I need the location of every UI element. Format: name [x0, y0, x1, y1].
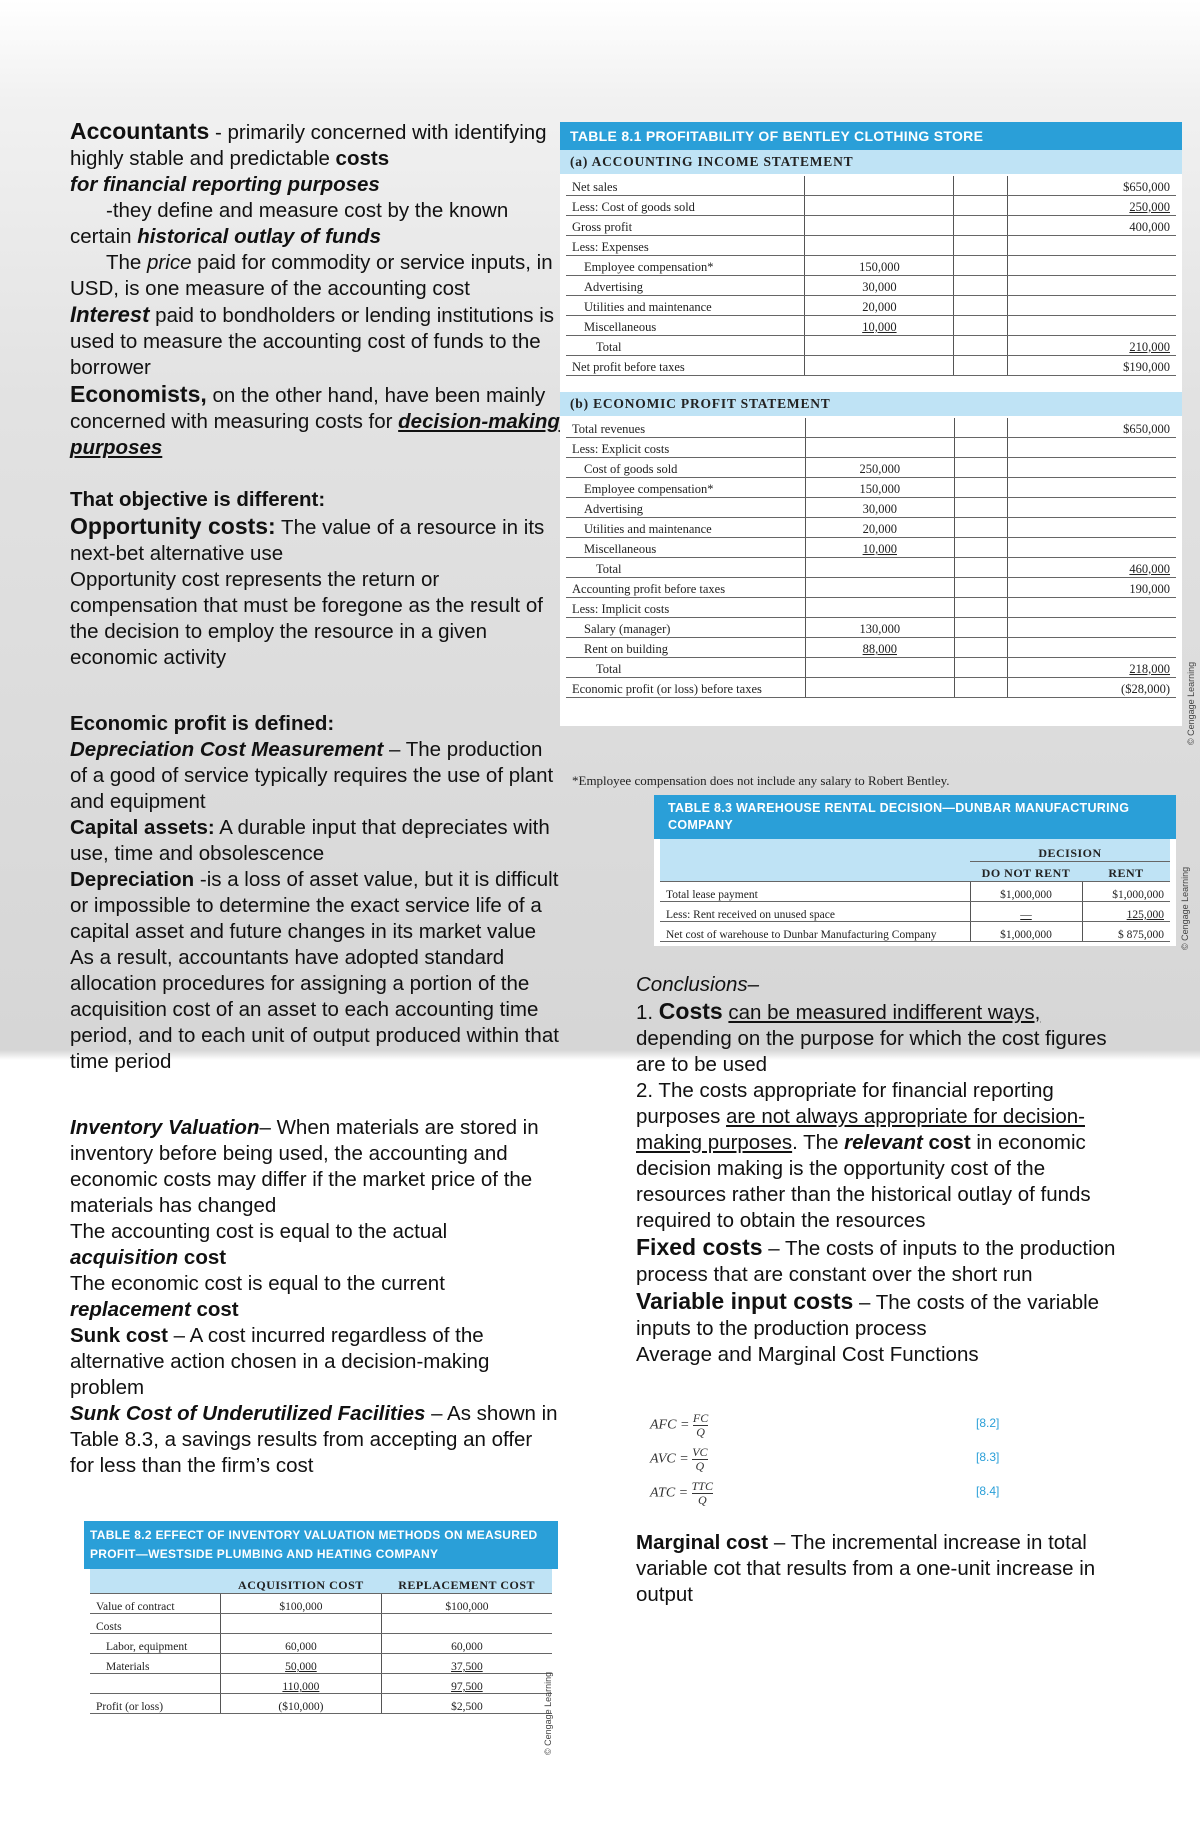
row-mid-value-text: 88,000 — [862, 642, 897, 656]
row-mid-value-text: 20,000 — [862, 300, 897, 314]
rent-value — [1082, 922, 1170, 942]
acquisition-value — [221, 1614, 382, 1634]
economic-profit-statement-heading: (b) ECONOMIC PROFIT STATEMENT — [560, 392, 1182, 416]
row-mid-value — [805, 418, 954, 438]
spacer-cell — [954, 558, 1007, 578]
marginal-cost-paragraph: Marginal cost – The incremental increase in total variable cot that results from a one-unit increase in output — [636, 1531, 1096, 1606]
table-8-2 — [84, 1521, 558, 1722]
spacer-cell — [954, 658, 1007, 678]
row-label — [566, 356, 805, 376]
row-label — [566, 296, 805, 316]
row-label — [566, 418, 805, 438]
acquisition-value-text: ($10,000) — [278, 1701, 324, 1713]
right-column — [636, 972, 1136, 1368]
formula-numerator: FC — [692, 1411, 709, 1425]
table-row — [566, 578, 1176, 598]
table-row — [566, 678, 1176, 698]
table-8-1-title: TABLE 8.1 PROFITABILITY OF BENTLEY CLOTHING STORE — [560, 122, 1182, 150]
spacer-cell — [954, 176, 1008, 196]
opportunity-paragraph: Opportunity costs: The value of a resource in its next-bet alternative use — [70, 513, 545, 565]
table-8-3-credit: © Cengage Learning — [1180, 866, 1190, 950]
row-mid-value-text: 10,000 — [862, 320, 897, 334]
table-row — [566, 498, 1176, 518]
row-label — [566, 176, 805, 196]
row-label-text: Less: Cost of goods sold — [572, 200, 695, 214]
table-row — [566, 518, 1176, 538]
depreciation-measurement-paragraph: Depreciation Cost Measurement – The production of a good of service typically requires the use of plant and equipment — [70, 738, 554, 813]
row-right-value-text: 218,000 — [1129, 662, 1170, 676]
do-not-rent-value — [970, 882, 1082, 902]
replacement-value-text: 60,000 — [451, 1641, 483, 1653]
row-label-text: Labor, equipment — [106, 1641, 188, 1653]
row-right-value-text: 210,000 — [1129, 340, 1170, 354]
acquisition-value-text: 110,000 — [282, 1681, 320, 1693]
row-right-value — [1008, 518, 1177, 538]
row-mid-value — [805, 196, 954, 216]
formula-atc: ATC = $\frac{\text{TTC}}{Q}$ — [650, 1479, 713, 1507]
row-mid-value — [805, 538, 954, 558]
row-label-text: Gross profit — [572, 220, 633, 234]
formula-lhs: ATC — [650, 1485, 676, 1501]
table-row — [90, 1694, 552, 1714]
spacer-cell — [954, 498, 1007, 518]
row-label-text: Net sales — [572, 180, 618, 194]
sunk-cost-facilities-paragraph: Sunk Cost of Underutilized Facilities – As shown in Table 8.3, a savings results from accepting an offer for less than the firm’s cost — [70, 1402, 558, 1477]
row-mid-value — [805, 618, 954, 638]
row-label — [566, 316, 805, 336]
capital-assets-paragraph: Capital assets: A durable input that depreciates with use, time and obsolescence — [70, 816, 550, 865]
inventory-valuation-paragraph: Inventory Valuation– When materials are stored in inventory before being used, the accounting and economic costs may differ if the market price of the materials has changed — [70, 1116, 539, 1217]
sunk-cost-paragraph: Sunk cost – A cost incurred regardless of the alternative action chosen in a decision-making problem — [70, 1324, 490, 1399]
row-label-text: Less: Rent received on unused space — [666, 909, 835, 921]
row-right-value — [1007, 276, 1176, 296]
row-right-value — [1008, 678, 1177, 698]
table-row — [566, 458, 1176, 478]
row-right-value — [1008, 418, 1177, 438]
table-row — [566, 478, 1176, 498]
replacement-cost-header: REPLACEMENT COST — [381, 1569, 552, 1594]
formula-fraction — [692, 1480, 713, 1507]
row-mid-value-text: 150,000 — [859, 260, 900, 274]
row-mid-value — [805, 296, 954, 316]
table-row — [90, 1594, 552, 1614]
table-row — [566, 256, 1176, 276]
spacer-cell — [954, 598, 1007, 618]
replacement-value-text: $100,000 — [445, 1601, 489, 1613]
spacer-cell — [954, 438, 1007, 458]
formula-afc: AFC = $\frac{FC}{Q}$ — [650, 1411, 709, 1439]
row-label-text: Total — [596, 562, 622, 576]
row-label-text: Less: Implicit costs — [572, 602, 670, 616]
spacer-cell — [954, 296, 1008, 316]
row-label — [566, 558, 805, 578]
spacer-cell — [954, 196, 1008, 216]
row-label — [566, 276, 805, 296]
formula-numerator: VC — [692, 1445, 708, 1459]
row-label-text: Total lease payment — [666, 889, 758, 901]
row-label-text: Total revenues — [572, 422, 646, 436]
do-not-rent-value-text: $1,000,000 — [1000, 889, 1052, 901]
row-label-text: Profit (or loss) — [96, 1701, 164, 1713]
accounting-cost-paragraph: The accounting cost is equal to the actual acquisition cost — [70, 1220, 448, 1269]
formula-avc: AVC = $\frac{VC}{Q}$ — [650, 1445, 708, 1473]
row-label-text: Salary (manager) — [584, 622, 671, 636]
row-mid-value — [805, 598, 954, 618]
row-mid-value — [805, 216, 954, 236]
table-row — [566, 336, 1176, 356]
spacer-cell — [954, 256, 1008, 276]
table-8-3-title: TABLE 8.3 WAREHOUSE RENTAL DECISION—DUNBAR MANUFACTURING COMPANY — [654, 795, 1176, 839]
do-not-rent-value — [970, 902, 1082, 922]
table-row — [566, 196, 1176, 216]
table-8-1-credit: © Cengage Learning — [1186, 661, 1196, 745]
row-label — [566, 458, 805, 478]
economic-cost-paragraph: The economic cost is equal to the current replacement cost — [70, 1272, 445, 1321]
table-row — [90, 1634, 552, 1654]
table-row — [90, 1654, 552, 1674]
spacer-cell — [954, 216, 1008, 236]
table-row — [566, 658, 1176, 678]
spacer-cell — [954, 518, 1007, 538]
row-label-text: Net profit before taxes — [572, 360, 685, 374]
formula-fraction — [693, 1412, 708, 1439]
table-row — [566, 538, 1176, 558]
rent-value — [1082, 882, 1170, 902]
variable-costs-paragraph: Variable input costs – The costs of the variable inputs to the production process — [636, 1288, 1100, 1340]
row-mid-value — [805, 236, 954, 256]
row-right-value-text: $650,000 — [1123, 422, 1170, 436]
row-label-text: Materials — [106, 1661, 150, 1673]
spacer-cell — [954, 578, 1007, 598]
formula-ref: [8.3] — [976, 1450, 1000, 1464]
table-8-1 — [560, 122, 1182, 726]
row-label — [566, 216, 805, 236]
formula-denominator: Q — [695, 1459, 705, 1473]
table-row — [566, 296, 1176, 316]
row-mid-value — [805, 478, 954, 498]
economic-profit-heading: Economic profit is defined: — [70, 712, 335, 735]
table-row — [566, 216, 1176, 236]
row-label-text: Employee compensation* — [584, 260, 714, 274]
table-8-2-credit: © Cengage Learning — [543, 1671, 553, 1755]
spacer-cell — [954, 316, 1008, 336]
accounting-income-statement-heading: (a) ACCOUNTING INCOME STATEMENT — [560, 150, 1182, 174]
formula-fraction — [692, 1446, 707, 1473]
replacement-value-text: 37,500 — [451, 1661, 483, 1673]
row-right-value — [1007, 196, 1176, 216]
row-mid-value — [805, 458, 954, 478]
formula-ref: [8.2] — [976, 1416, 1000, 1430]
formula-denominator: Q — [697, 1493, 707, 1507]
row-label — [90, 1634, 221, 1654]
acquisition-value-text: 50,000 — [285, 1661, 317, 1673]
warehouse-rental-table — [660, 839, 1170, 942]
replacement-value — [381, 1654, 552, 1674]
row-mid-value-text: 130,000 — [859, 622, 901, 636]
row-label-text: Less: Expenses — [572, 240, 649, 254]
price-paragraph: The price paid for commodity or service inputs, in USD, is one measure of the accounting cost — [70, 251, 553, 300]
spacer-cell — [954, 538, 1007, 558]
replacement-value — [381, 1634, 552, 1654]
row-label — [566, 538, 805, 558]
row-mid-value — [805, 558, 954, 578]
row-label — [566, 658, 805, 678]
table-row — [566, 638, 1176, 658]
table-row — [90, 1614, 552, 1634]
table-row — [90, 1674, 552, 1694]
row-right-value — [1008, 598, 1177, 618]
row-label — [660, 922, 970, 942]
spacer-cell — [954, 418, 1007, 438]
row-label-text: Total — [596, 662, 622, 676]
replacement-value-text: $2,500 — [451, 1701, 483, 1713]
row-right-value — [1008, 538, 1177, 558]
row-right-value — [1007, 236, 1176, 256]
formula-lhs: AVC — [650, 1451, 676, 1467]
formula-ref: [8.4] — [976, 1484, 1000, 1498]
replacement-value — [381, 1594, 552, 1614]
row-label-text: Advertising — [584, 280, 644, 294]
row-label-text: Costs — [96, 1621, 122, 1633]
row-mid-value — [805, 316, 954, 336]
row-mid-value-text: 30,000 — [862, 280, 897, 294]
row-right-value — [1008, 438, 1177, 458]
row-right-value-text: $190,000 — [1123, 360, 1170, 374]
row-right-value — [1007, 336, 1176, 356]
table-row — [566, 236, 1176, 256]
row-label — [566, 498, 805, 518]
accountants-paragraph: Accountants - primarily concerned with identifying highly stable and predictable costs for financial reporting purposes — [70, 118, 547, 196]
acquisition-value — [221, 1694, 382, 1714]
row-label-text: Accounting profit before taxes — [572, 582, 726, 596]
acquisition-value — [221, 1594, 382, 1614]
row-label — [566, 618, 805, 638]
do-not-rent-header: DO NOT RENT — [970, 862, 1082, 882]
spacer-cell — [954, 638, 1007, 658]
row-label-text: Economic profit (or loss) before taxes — [572, 682, 762, 696]
table-row — [566, 598, 1176, 618]
row-right-value — [1008, 658, 1177, 678]
row-label — [90, 1694, 221, 1714]
row-label — [566, 638, 805, 658]
row-label-text: Miscellaneous — [584, 320, 657, 334]
row-label-text: Less: Explicit costs — [572, 442, 670, 456]
spacer-cell — [954, 458, 1007, 478]
outlay-paragraph: -they define and measure cost by the known certain historical outlay of funds — [70, 199, 509, 248]
acquisition-value-text: $100,000 — [279, 1601, 323, 1613]
row-label-text: Employee compensation* — [584, 482, 714, 496]
row-right-value — [1008, 478, 1177, 498]
row-label — [90, 1594, 221, 1614]
row-label — [90, 1614, 221, 1634]
row-label — [566, 236, 805, 256]
interest-paragraph: Interest paid to bondholders or lending institutions is used to measure the accounting cost of funds to the borrower — [70, 302, 555, 379]
table-row — [660, 902, 1170, 922]
row-right-value — [1007, 176, 1176, 196]
row-right-value — [1008, 458, 1177, 478]
table-row — [660, 922, 1170, 942]
conclusions-heading: Conclusions– — [636, 973, 760, 996]
decision-header: DECISION — [970, 839, 1170, 862]
table-row — [566, 558, 1176, 578]
average-marginal-heading: Average and Marginal Cost Functions — [636, 1343, 979, 1366]
row-mid-value — [805, 336, 954, 356]
rent-header: RENT — [1082, 862, 1170, 882]
table-row — [566, 618, 1176, 638]
economic-profit-table — [566, 418, 1176, 698]
row-label — [566, 678, 805, 698]
spacer-cell — [954, 276, 1008, 296]
row-right-value — [1007, 256, 1176, 276]
acquisition-value — [221, 1654, 382, 1674]
inventory-valuation-table — [90, 1569, 552, 1714]
table-row — [566, 276, 1176, 296]
row-right-value-text: $650,000 — [1123, 180, 1170, 194]
economists-paragraph: Economists, on the other hand, have been mainly concerned with measuring costs for decision-making purposes — [70, 381, 560, 459]
row-mid-value-text: 20,000 — [862, 522, 897, 536]
replacement-value — [381, 1614, 552, 1634]
row-label-text: Cost of goods sold — [584, 462, 678, 476]
row-label-text: Advertising — [584, 502, 644, 516]
row-right-value — [1007, 296, 1176, 316]
opportunity-definition: Opportunity cost represents the return or compensation that must be foregone as the result of the decision to employ the resource in a given economic activity — [70, 568, 543, 669]
row-mid-value — [805, 638, 954, 658]
table-8-1-footnote: *Employee compensation does not include any salary to Robert Bentley. — [572, 773, 950, 788]
replacement-value — [381, 1674, 552, 1694]
do-not-rent-value-text: — — [1020, 909, 1032, 921]
row-mid-value — [805, 678, 954, 698]
row-label — [566, 478, 805, 498]
row-right-value — [1007, 356, 1176, 376]
row-right-value — [1007, 216, 1176, 236]
row-right-value-text: 400,000 — [1129, 220, 1170, 234]
replacement-value-text: 97,500 — [451, 1681, 483, 1693]
row-label-text: Value of contract — [96, 1601, 175, 1613]
row-mid-value-text: 30,000 — [862, 502, 897, 516]
row-label — [566, 196, 805, 216]
do-not-rent-value-text: $1,000,000 — [1000, 929, 1052, 941]
row-mid-value-text: 250,000 — [859, 462, 901, 476]
row-label — [566, 578, 805, 598]
row-mid-value-text: 10,000 — [862, 542, 897, 556]
rent-value-text: 125,000 — [1126, 909, 1164, 921]
row-right-value — [1008, 618, 1177, 638]
rent-value — [1082, 902, 1170, 922]
table-8-3 — [654, 795, 1176, 946]
table-row — [566, 418, 1176, 438]
row-right-value — [1008, 558, 1177, 578]
row-mid-value — [805, 356, 954, 376]
formula-lhs: AFC — [650, 1417, 677, 1433]
fixed-costs-paragraph: Fixed costs – The costs of inputs to the production process that are constant over the short run — [636, 1234, 1116, 1286]
depreciation-paragraph: Depreciation -is a loss of asset value, but it is difficult or impossible to determine the exact service life of a capital asset and future changes in its market value — [70, 868, 559, 943]
table-8-2-title: TABLE 8.2 EFFECT OF INVENTORY VALUATION METHODS ON MEASURED PROFIT—WESTSIDE PLUMBING AND HEATING COMPANY — [84, 1521, 558, 1569]
table-row — [660, 882, 1170, 902]
row-label-text: Utilities and maintenance — [584, 300, 712, 314]
spacer-cell — [954, 356, 1008, 376]
allocation-paragraph: As a result, accountants have adopted standard allocation procedures for assigning a portion of the acquisition cost of an asset to each accounting time period, and to each unit of output produced within that time period — [70, 946, 559, 1073]
row-label-text: Net cost of warehouse to Dunbar Manufacturing Company — [666, 929, 937, 941]
row-right-value-text: 460,000 — [1129, 562, 1170, 576]
conclusion-1: 1. Costs can be measured indifferent ways, depending on the purpose for which the cost figures are to be used — [636, 998, 1107, 1076]
acquisition-value-text: 60,000 — [285, 1641, 317, 1653]
row-right-value — [1008, 498, 1177, 518]
rent-value-text: $1,000,000 — [1112, 889, 1164, 901]
row-label — [90, 1674, 221, 1694]
formula-numerator: TTC — [691, 1479, 713, 1493]
row-label-text: Rent on building — [584, 642, 669, 656]
replacement-value — [381, 1694, 552, 1714]
row-label-text: Total — [596, 340, 622, 354]
row-mid-value — [805, 276, 954, 296]
row-right-value-text: ($28,000) — [1121, 682, 1170, 696]
row-right-value-text: 190,000 — [1129, 582, 1170, 596]
row-mid-value — [805, 176, 954, 196]
row-label-text: Utilities and maintenance — [584, 522, 712, 536]
row-label — [566, 256, 805, 276]
row-label — [566, 518, 805, 538]
row-label — [660, 882, 970, 902]
row-label — [566, 598, 805, 618]
spacer-cell — [954, 678, 1007, 698]
spacer-cell — [954, 236, 1008, 256]
row-right-value — [1008, 578, 1177, 598]
conclusion-2: 2. The costs appropriate for financial reporting purposes are not always appropriate for decision-making purposes. The relevant cost in economic decision making is the opportunity cost of the resources rather than the historical outlay of funds required to obtain the resources — [636, 1079, 1091, 1232]
objective-heading: That objective is different: — [70, 488, 326, 511]
acquisition-cost-header: ACQUISITION COST — [221, 1569, 382, 1594]
row-label — [566, 336, 805, 356]
table-row — [566, 438, 1176, 458]
row-mid-value — [805, 658, 954, 678]
marginal-cost-block — [636, 1530, 1136, 1608]
rent-value-text: $ 875,000 — [1118, 929, 1164, 941]
row-label — [566, 438, 805, 458]
table-row — [566, 176, 1176, 196]
row-right-value-text: 250,000 — [1129, 200, 1170, 214]
row-mid-value — [805, 518, 954, 538]
acquisition-value — [221, 1634, 382, 1654]
row-label — [660, 902, 970, 922]
formula-denominator: Q — [696, 1425, 705, 1439]
row-mid-value — [805, 438, 954, 458]
spacer-cell — [954, 478, 1007, 498]
row-mid-value — [805, 256, 954, 276]
row-right-value — [1007, 316, 1176, 336]
table-row — [566, 316, 1176, 336]
row-mid-value — [805, 578, 954, 598]
do-not-rent-value — [970, 922, 1082, 942]
accounting-income-table — [566, 176, 1176, 376]
table-row — [566, 356, 1176, 376]
row-mid-value — [805, 498, 954, 518]
row-right-value — [1008, 638, 1177, 658]
spacer-cell — [954, 336, 1008, 356]
row-label — [90, 1654, 221, 1674]
row-mid-value-text: 150,000 — [859, 482, 901, 496]
row-label-text: Miscellaneous — [584, 542, 657, 556]
spacer-cell — [954, 618, 1007, 638]
acquisition-value — [221, 1674, 382, 1694]
left-column — [70, 118, 560, 1479]
